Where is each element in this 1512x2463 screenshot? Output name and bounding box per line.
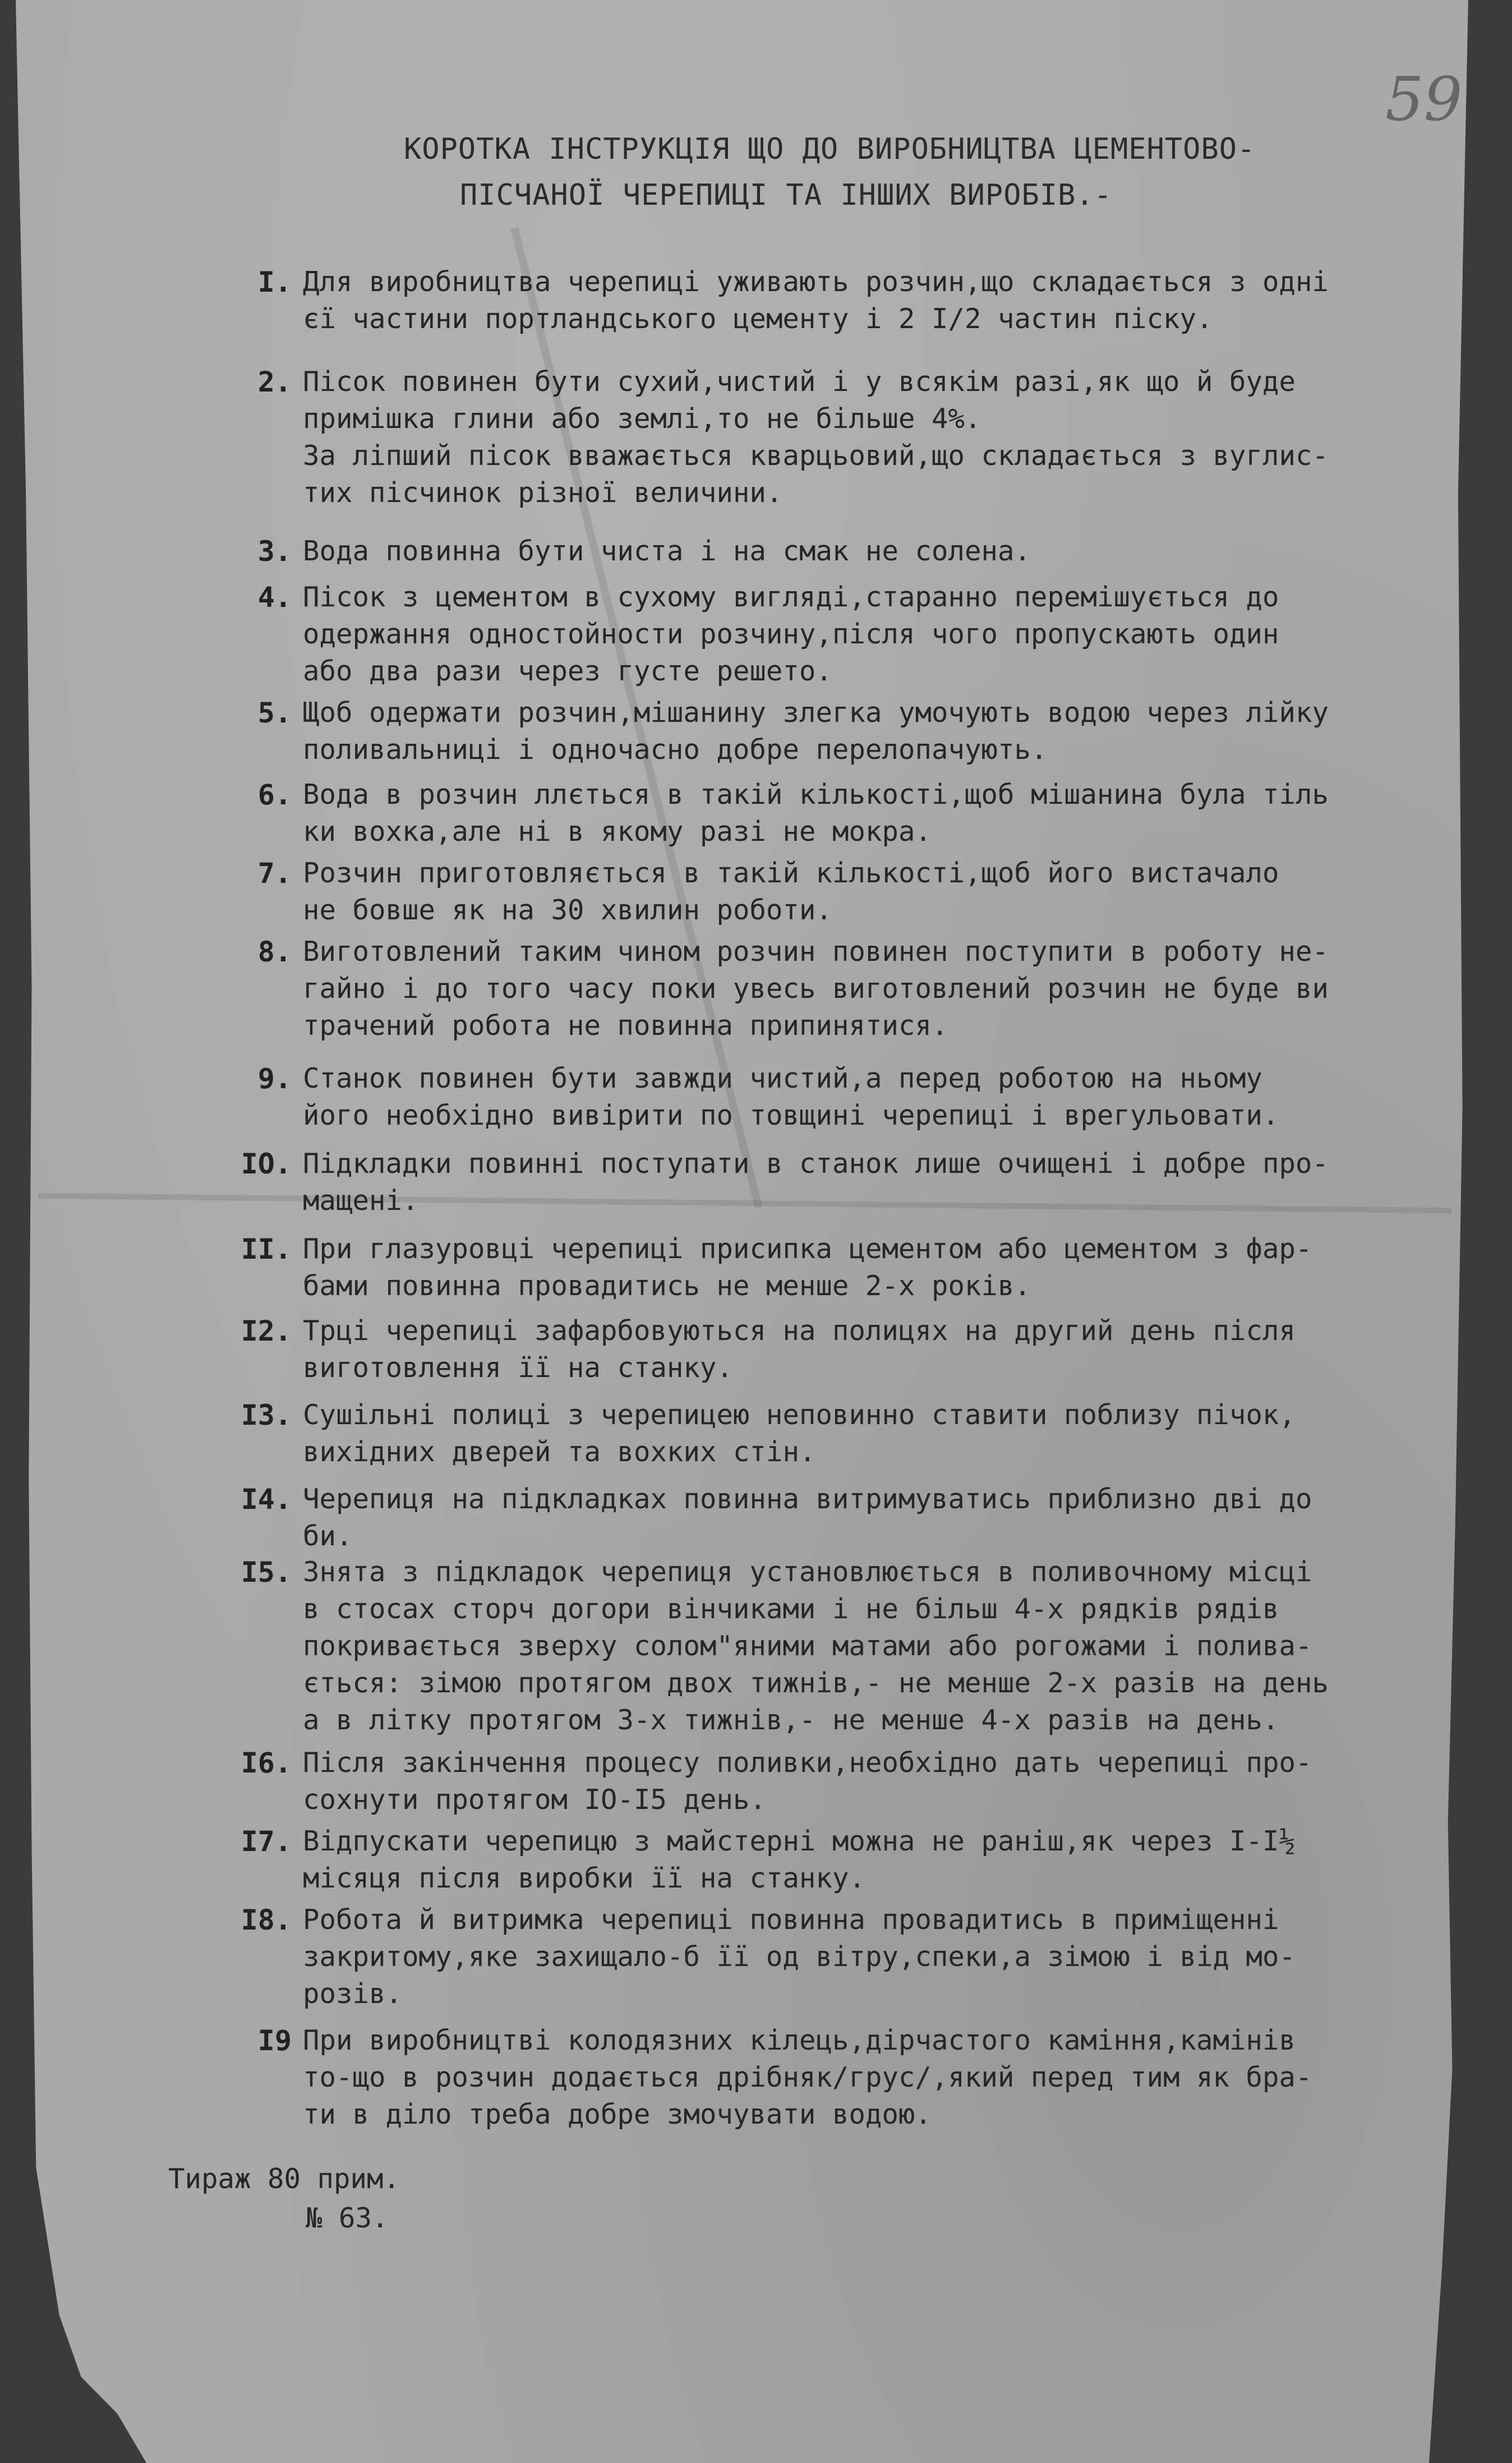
item-text: Вода в розчин ллється в такій кількості,щоб мішанина була тіль ки вохка,але ні в якому разі не мокра. (303, 779, 1329, 848)
print-run: Тираж 80 прим. (168, 2163, 400, 2195)
item-number: I. (257, 266, 292, 298)
item-number: 5. (257, 697, 292, 729)
item-text: При глазуровці черепиці присипка цементом або цементом з фар- бами повинна провадитись не менше 2-х років. (303, 1233, 1312, 1302)
item-number: IO. (241, 1148, 292, 1180)
item-number: I2. (241, 1315, 292, 1347)
document-number: № 63. (306, 2202, 389, 2234)
item-text: Знята з підкладок черепиця установлюється в поливочному місці в стосах сторч догори вінчиками і не більш 4-х рядків рядів покривається зверху солом"яними матами або рогожами і полива- ється: зімою протягом двох тижнів,- не менше 2-х разів на день а в літку протягом 3-х тижнів,- не менше 4-х разів на день. (303, 1556, 1329, 1736)
item-text: Черепиця на підкладках повинна витримуватись приблизно дві до би. (303, 1483, 1312, 1552)
item-number: I4. (241, 1483, 292, 1516)
item-number: 7. (257, 857, 292, 890)
item-text: При виробництві колодязних кілець,дірчастого каміння,камінів то-що в розчин додається дрібняк/грус/,який перед тим як бра- ти в діло треба добре змочувати водою. (303, 2024, 1312, 2130)
item-number: I9 (257, 2024, 292, 2057)
item-number: 4. (257, 581, 292, 614)
item-number: 3. (257, 535, 292, 568)
item-text: Станок повинен бути завжди чистий,а перед роботою на ньому його необхідно вивірити по товщині черепиці і врегульовати. (303, 1062, 1279, 1131)
item-text: Виготовлений таким чином розчин повинен поступити в роботу не- гайно і до того часу поки увесь виготовлений розчин не буде ви трачений робота не повинна припинятися. (303, 936, 1329, 1042)
item-number: 6. (257, 779, 292, 811)
page-number: 59 (1385, 65, 1463, 135)
item-text: Пісок з цементом в сухому вигляді,старанно перемішується до одержання одностойности розчину,після чого пропускають один або два рази через густе решето. (303, 581, 1279, 687)
item-text: Розчин приготовляється в такій кількості,щоб його вистачало не бовше як на 30 хвилин роботи. (303, 857, 1279, 926)
document-title (404, 126, 1335, 218)
item-text: Щоб одержати розчин,мішанину злегка умочують водою через лійку поливальниці і одночасно добре перелопачують. (303, 697, 1329, 766)
item-number: I8. (241, 1904, 292, 1936)
item-number: 2. (257, 366, 292, 398)
item-text: Вода повинна бути чиста і на смак не солена. (303, 535, 1031, 567)
item-text: Робота й витримка черепиці повинна провадитись в приміщенні закритому,яке захищало-б її од вітру,спеки,а зімою і від мо- розів. (303, 1904, 1296, 2010)
item-text: Пісок повинен бути сухий,чистий і у всякім разі,як що й буде примішка глини або землі,то не більше 4%. За ліпший пісок вважається кварцьовий,що складається з вуглис- тих пісчинок різної величини. (303, 366, 1329, 509)
item-number: 8. (257, 936, 292, 968)
item-number: II. (241, 1233, 292, 1265)
item-text: Трці черепиці зафарбовуються на полицях на другий день після виготовлення її на станку. (303, 1315, 1296, 1384)
item-number: I3. (241, 1399, 292, 1431)
item-text: Відпускати черепицю з майстерні можна не раніш,як через I-I½ місяця після виробки її на станку. (303, 1825, 1296, 1894)
item-number: I5. (241, 1556, 292, 1589)
item-text: Після закінчення процесу поливки,необхідно дать черепиці про- сохнути протягом IO-I5 день. (303, 1747, 1312, 1816)
item-text: Для виробництва черепиці уживають розчин,що складається з одні єї частини портландського цементу і 2 I/2 частин піску. (303, 266, 1329, 335)
item-number: 9. (257, 1062, 292, 1095)
item-text: Підкладки повинні поступати в станок лише очищені і добре про- мащені. (303, 1148, 1329, 1217)
item-number: I7. (241, 1825, 292, 1858)
item-number: I6. (241, 1747, 292, 1779)
item-text: Сушільні полиці з черепицею неповинно ставити поблизу пічок, вихідних дверей та вохких стін. (303, 1399, 1296, 1468)
title-line-2: ПІСЧАНОЇ ЧЕРЕПИЦІ ТА ІНШИХ ВИРОБІВ.- (460, 178, 1113, 212)
title-line-1: КОРОТКА ІНСТРУКЦІЯ ЩО ДО ВИРОБНИЦТВА ЦЕМЕНТОВО- (404, 132, 1256, 166)
